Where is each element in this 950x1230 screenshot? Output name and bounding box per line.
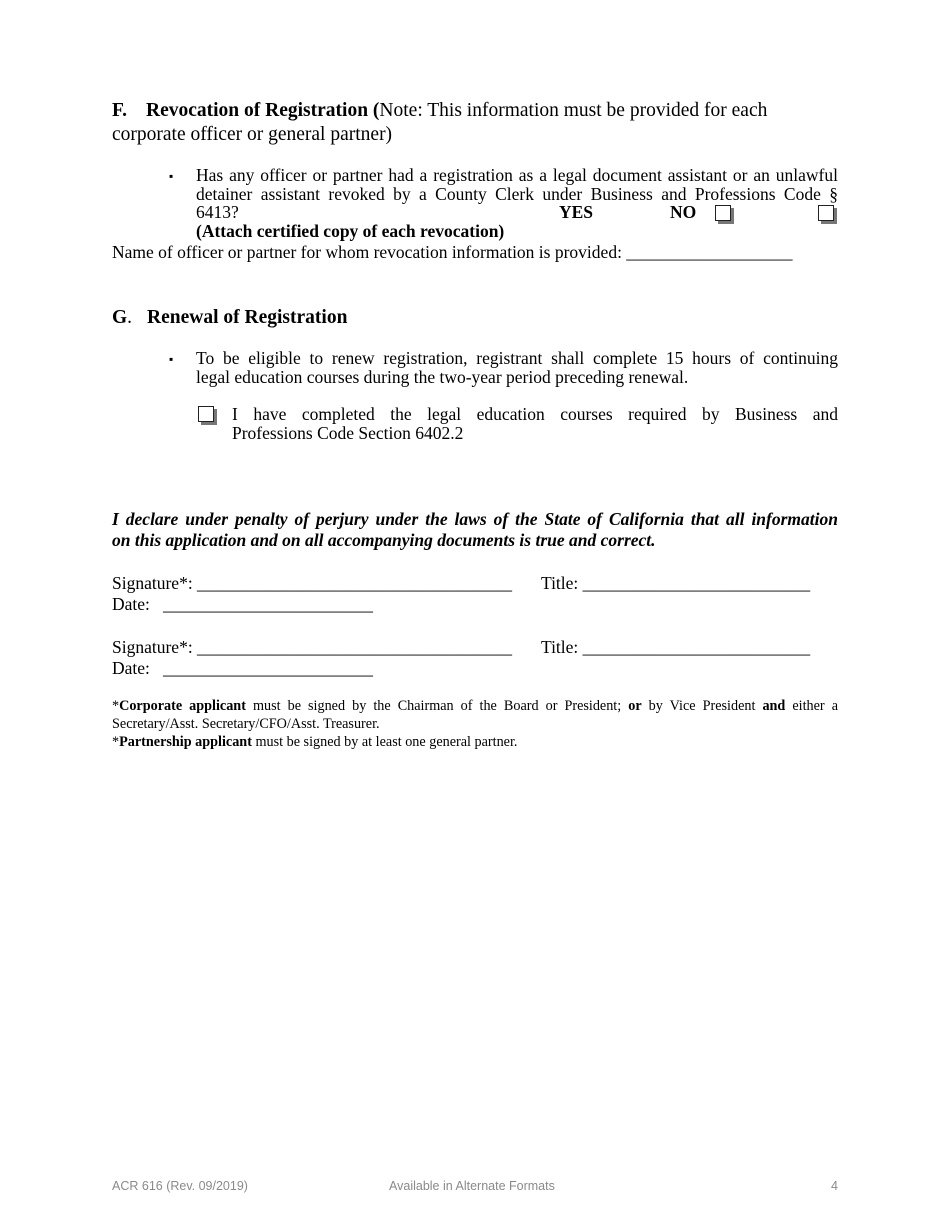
signature-field-1[interactable]: Signature*: ____________________________________ — [112, 573, 513, 593]
note-star: * — [112, 698, 120, 714]
note-star: * — [112, 734, 120, 750]
section-f-note: Note: This information must be provided for each — [379, 100, 768, 121]
no-label: NO — [670, 202, 697, 222]
partnership-note-text: must be signed by at least one general partner. — [251, 734, 518, 750]
perjury-declaration-line1: I declare under penalty of perjury under the laws of the State of California that all information — [112, 509, 838, 529]
footer-form-id: ACR 616 (Rev. 09/2019) — [112, 1179, 248, 1193]
corporate-note-text: either a — [785, 698, 838, 714]
section-g-letter: G — [112, 307, 128, 328]
title-field-2[interactable]: Title: __________________________ — [541, 637, 811, 657]
footer-alternate-formats: Available in Alternate Formats — [389, 1179, 555, 1193]
education-completed-checkbox[interactable] — [198, 406, 214, 422]
no-checkbox[interactable] — [818, 205, 834, 221]
bullet-icon: ▪ — [169, 169, 174, 183]
corporate-note-and: and — [762, 698, 786, 714]
corporate-applicant-label: Corporate applicant — [119, 698, 246, 714]
revocation-question-line2: detainer assistant revoked by a County Clerk under Business and Professions Code § — [196, 184, 838, 204]
footer-page-number: 4 — [831, 1179, 838, 1193]
yes-label: YES — [559, 202, 594, 222]
revocation-question-line3: 6413? — [196, 202, 239, 222]
attach-note: (Attach certified copy of each revocation) — [196, 221, 505, 241]
date-field-1[interactable]: Date: ________________________ — [112, 594, 374, 614]
eligibility-line1: To be eligible to renew registration, registrant shall complete 15 hours of continuing — [196, 348, 838, 368]
section-f-letter: F. — [112, 100, 127, 121]
certify-line2: Professions Code Section 6402.2 — [232, 423, 464, 443]
date-field-2[interactable]: Date: ________________________ — [112, 658, 374, 678]
certify-line1: I have completed the legal education courses required by Business and — [232, 404, 838, 424]
section-f-note-continued: corporate officer or general partner) — [112, 124, 393, 145]
corporate-note-or: or — [628, 698, 642, 714]
section-g-heading — [112, 306, 347, 330]
corporate-applicant-note-line2: Secretary/Asst. Secretary/CFO/Asst. Treasurer. — [112, 716, 380, 732]
section-g-title: Renewal of Registration — [147, 307, 348, 328]
bullet-icon: ▪ — [169, 352, 174, 366]
partnership-applicant-note — [112, 733, 517, 751]
eligibility-line2: legal education courses during the two-year period preceding renewal. — [196, 367, 689, 387]
revocation-question-line1: Has any officer or partner had a registration as a legal document assistant or an unlawful — [196, 165, 838, 185]
signature-field-2[interactable]: Signature*: ____________________________________ — [112, 637, 513, 657]
corporate-applicant-note — [112, 697, 838, 715]
section-g-dot: . — [127, 307, 133, 328]
perjury-declaration-line2: on this application and on all accompanying documents is true and correct. — [112, 530, 656, 550]
partnership-applicant-label: Partnership applicant — [119, 734, 252, 750]
yes-checkbox[interactable] — [715, 205, 731, 221]
corporate-note-text: must be signed by the Chairman of the Board or President; — [245, 698, 629, 714]
title-field-1[interactable]: Title: __________________________ — [541, 573, 811, 593]
officer-name-field[interactable]: Name of officer or partner for whom revocation information is provided: ___________________ — [112, 242, 793, 262]
section-f-title: Revocation of Registration ( — [146, 100, 380, 121]
section-f-heading — [112, 99, 767, 123]
corporate-note-text: by Vice President — [641, 698, 763, 714]
